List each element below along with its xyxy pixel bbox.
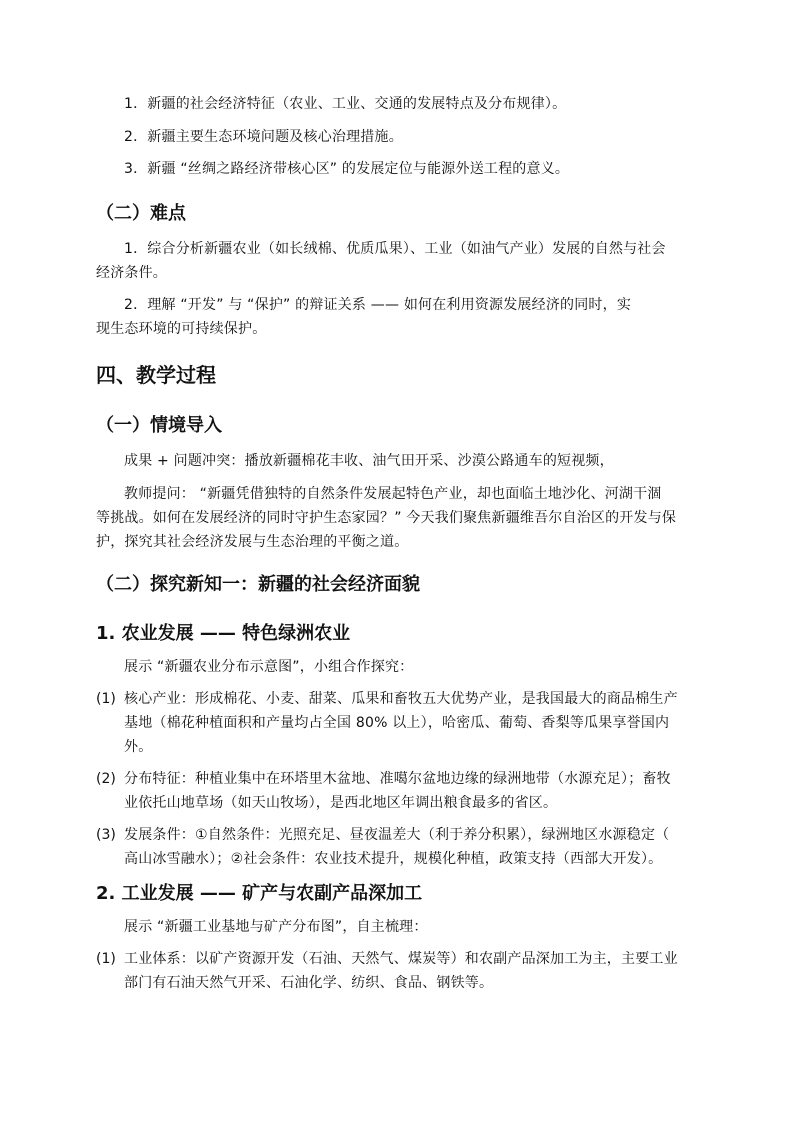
agri-item-1-line-1: 核心产业：形成棉花、小麦、甜菜、瓜果和畜牧五大优势产业，是我国最大的商品棉生产 bbox=[124, 691, 678, 707]
agri-item-1-line-2: 基地（棉花种植面积和产量均占全国 80% 以上），哈密瓜、葡萄、香梨等瓜果享誉国内 bbox=[124, 715, 670, 731]
priority-item-3: 3．新疆 “丝绸之路经济带核心区” 的发展定位与能源外送工程的意义。 bbox=[124, 161, 570, 177]
agri-heading: 1. 农业发展 —— 特色绿洲农业 bbox=[96, 623, 351, 644]
difficulty-1-line-2: 经济条件。 bbox=[96, 265, 167, 281]
agri-intro: 展示 “新疆农业分布示意图”，小组合作探究： bbox=[124, 659, 414, 675]
industry-item-1-number: (1) bbox=[96, 951, 116, 967]
agri-item-3-number: (3) bbox=[96, 827, 116, 843]
industry-heading: 2. 工业发展 —— 矿产与农副产品深加工 bbox=[96, 883, 423, 904]
intro-line-2: 教师提问： “新疆凭借独特的自然条件发展起特色产业，却也面临土地沙化、河湖干涸 bbox=[124, 486, 662, 502]
intro-line-1: 成果 + 问题冲突：播放新疆棉花丰收、油气田开采、沙漠公路通车的短视频， bbox=[124, 453, 614, 469]
agri-item-3-line-2: 高山冰雪融水）；②社会条件：农业技术提升，规模化种植，政策支持（西部大开发）。 bbox=[124, 851, 663, 867]
agri-item-1-number: (1) bbox=[96, 691, 116, 707]
agri-item-2-line-1: 分布特征：种植业集中在环塔里木盆地、准噶尔盆地边缘的绿洲地带（水源充足）；畜牧 bbox=[124, 771, 671, 787]
difficulty-1-line-1: 1．综合分析新疆农业（如长绒棉、优质瓜果）、工业（如油气产业）发展的自然与社会 bbox=[124, 241, 666, 257]
intro-line-4: 护，探究其社会经济发展与生态治理的平衡之道。 bbox=[96, 534, 409, 550]
agri-item-1-line-3: 外。 bbox=[124, 739, 153, 755]
agri-item-2-number: (2) bbox=[96, 771, 116, 787]
difficulties-heading: （二）难点 bbox=[96, 203, 186, 224]
difficulty-2-line-1: 2．理解 “开发” 与 “保护” 的辩证关系 —— 如何在利用资源发展经济的同时，实 bbox=[124, 297, 632, 313]
intro-heading: （一）情境导入 bbox=[96, 415, 222, 436]
intro-line-3: 等挑战。如何在发展经济的同时守护生态家园？” 今天我们聚焦新疆维吾尔自治区的开发与保 bbox=[96, 510, 677, 526]
priority-item-1: 1．新疆的社会经济特征（农业、工业、交通的发展特点及分布规律）。 bbox=[124, 96, 567, 112]
section-heading-teaching-process: 四、教学过程 bbox=[96, 363, 216, 387]
industry-item-1-line-2: 部门有石油天然气开采、石油化学、纺织、食品、钢铁等。 bbox=[124, 975, 494, 991]
difficulty-2-line-2: 现生态环境的可持续保护。 bbox=[96, 321, 267, 337]
industry-intro: 展示 “新疆工业基地与矿产分布图”，自主梳理： bbox=[124, 919, 428, 935]
priority-item-2: 2．新疆主要生态环境问题及核心治理措施。 bbox=[124, 129, 403, 145]
industry-item-1-line-1: 工业体系：以矿产资源开发（石油、天然气、煤炭等）和农副产品深加工为主，主要工业 bbox=[124, 951, 678, 967]
agri-item-2-line-2: 业依托山地草场（如天山牧场），是西北地区年调出粮食最多的省区。 bbox=[124, 795, 558, 811]
agri-item-3-line-1: 发展条件：①自然条件：光照充足、昼夜温差大（利于养分积累），绿洲地区水源稳定（ bbox=[124, 827, 670, 843]
explore-heading: （二）探究新知一：新疆的社会经济面貌 bbox=[96, 574, 420, 595]
